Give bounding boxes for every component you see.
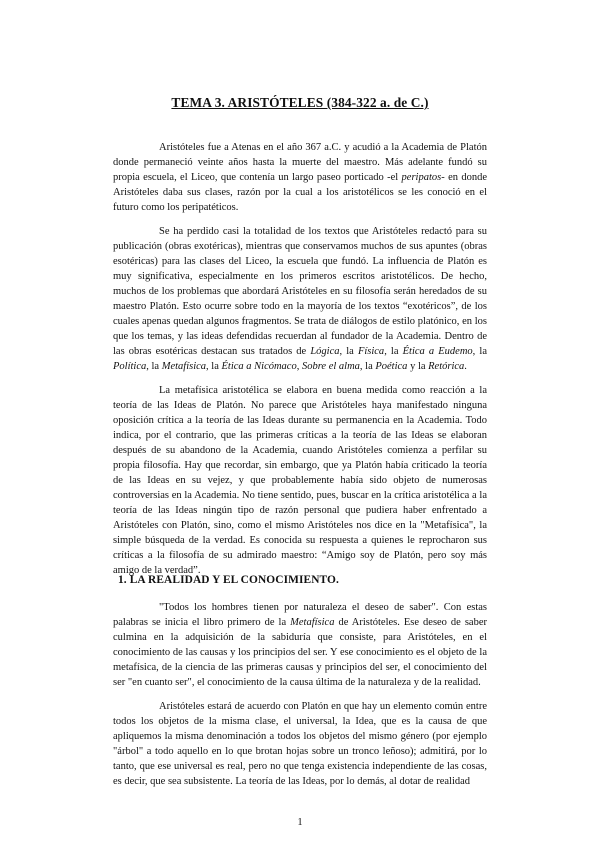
section-1-body	[113, 600, 487, 798]
work-title: Metafísica	[161, 361, 207, 372]
work-title: Sobre el alma	[301, 361, 360, 372]
section-heading: 1. LA REALIDAD Y EL CONOCIMIENTO.	[118, 574, 339, 586]
work-title: Física	[357, 346, 385, 357]
intro-section	[113, 140, 487, 587]
page-title: TEMA 3. ARISTÓTELES (384-322 a. de C.)	[171, 95, 429, 110]
work-title: Ética a Eudemo	[402, 346, 473, 357]
italic-term: peripatos	[401, 172, 442, 183]
paragraph-5: Aristóteles estará de acuerdo con Platón en que hay un elemento común entre todos los objetos de la misma clase, el universal, la Idea, que es la causa de que apliquemos la misma denominación a todos los objetos del mismo género (por ejemplo "árbol" a todo aquello en lo que brotan hojas sobre un tronco leñoso); admitirá, por lo tanto, que ese universal es real, pero no que tenga existencia independiente de las cosas, es decir, que sea subsistente. La teoría de las Ideas, por lo demás, al dotar de realidad	[113, 701, 487, 787]
paragraph-3: La metafísica aristotélica se elabora en buena medida como reacción a la teoría de las Ideas de Platón. No parece que Aristóteles haya manifestado ninguna oposición crítica a la teoría de las Ideas durante su permanencia en la Academia. Todo indica, por el contrario, que las primeras críticas a la teoría de las Ideas se elaboran después de su abandono de la Academia, cuando Aristóteles comienza a perfilar su propia filosofía. Hay que recordar, sin embargo, que ya Platón había criticado la teoría de las Ideas en su vejez, y que probablemente había sido objeto de numerosas controversias en la Academia. No tiene sentido, pues, buscar en la crítica aristotélica a la teoría de las Ideas ningún tipo de razón personal que pudiera haber enfrentado a Aristóteles con Platón, sino, como el mismo Aristóteles nos dice en la "Metafísica", la simple búsqueda de la verdad. Es conocida su respuesta a quienes le reprocharon sus críticas a la filosofía de su admirado maestro: “Amigo soy de Platón, pero soy más amigo de la verdad”.	[113, 385, 487, 576]
paragraph-2: Se ha perdido casi la totalidad de los textos que Aristóteles redactó para su publicación (obras exotéricas), mientras que conservamos muchos de sus apuntes (obras esotéricas) para las clases del Liceo, la escuela que fundó. La influencia de Platón es muy significativa, especialmente en los primeros escritos aristotélicos. De hecho, muchos de los problemas que abordará Aristóteles en su filosofía serán heredados de su maestro Platón. Esto ocurre sobre todo en la mayoría de los textos “exotéricos”, de los cuales apenas quedan algunos fragmentos. Se trata de diálogos de estilo platónico, en los que los temas, y las ideas defendidas recuerdan al fundador de la Academia. Dentro de las obras esotéricas destacan sus tratados de Lógica, la Física, la Ética a Eudemo, la Política, la Metafísica, la Ética a Nicómaco, Sobre el alma, la Poética y la Retórica.	[113, 226, 487, 372]
page-number: 1	[297, 817, 303, 828]
paragraph-1: Aristóteles fue a Atenas en el año 367 a.C. y acudió a la Academia de Platón donde permaneció veinte años hasta la muerte del maestro. Más adelante fundó su propia escuela, el Liceo, que contenía un largo paseo porticado -el peripatos- en donde Aristóteles daba sus clases, razón por la cual a los aristotélicos se les conoció en el futuro como los peripatéticos.	[113, 142, 487, 213]
paragraph-4: "Todos los hombres tienen por naturaleza el deseo de saber". Con estas palabras se inicia el libro primero de la Metafísica de Aristóteles. Ese deseo de saber culmina en la adquisición de la sabiduría que consiste, para Aristóteles, en el conocimiento de las causas y los principios del ser. Y ese conocimiento es el objeto de la metafísica, de la ciencia de las primeras causas y principios del ser, el conocimiento del ser "en cuanto ser", el conocimiento de la causa última de la naturaleza y de la realidad.	[113, 602, 487, 688]
work-title: Poética	[375, 361, 408, 372]
work-title: Ética a Nicómaco	[221, 361, 297, 372]
work-title: Retórica	[428, 361, 465, 372]
italic-term: Metafísica	[290, 617, 335, 628]
work-title: Política	[113, 361, 147, 372]
work-title: Lógica	[310, 346, 340, 357]
